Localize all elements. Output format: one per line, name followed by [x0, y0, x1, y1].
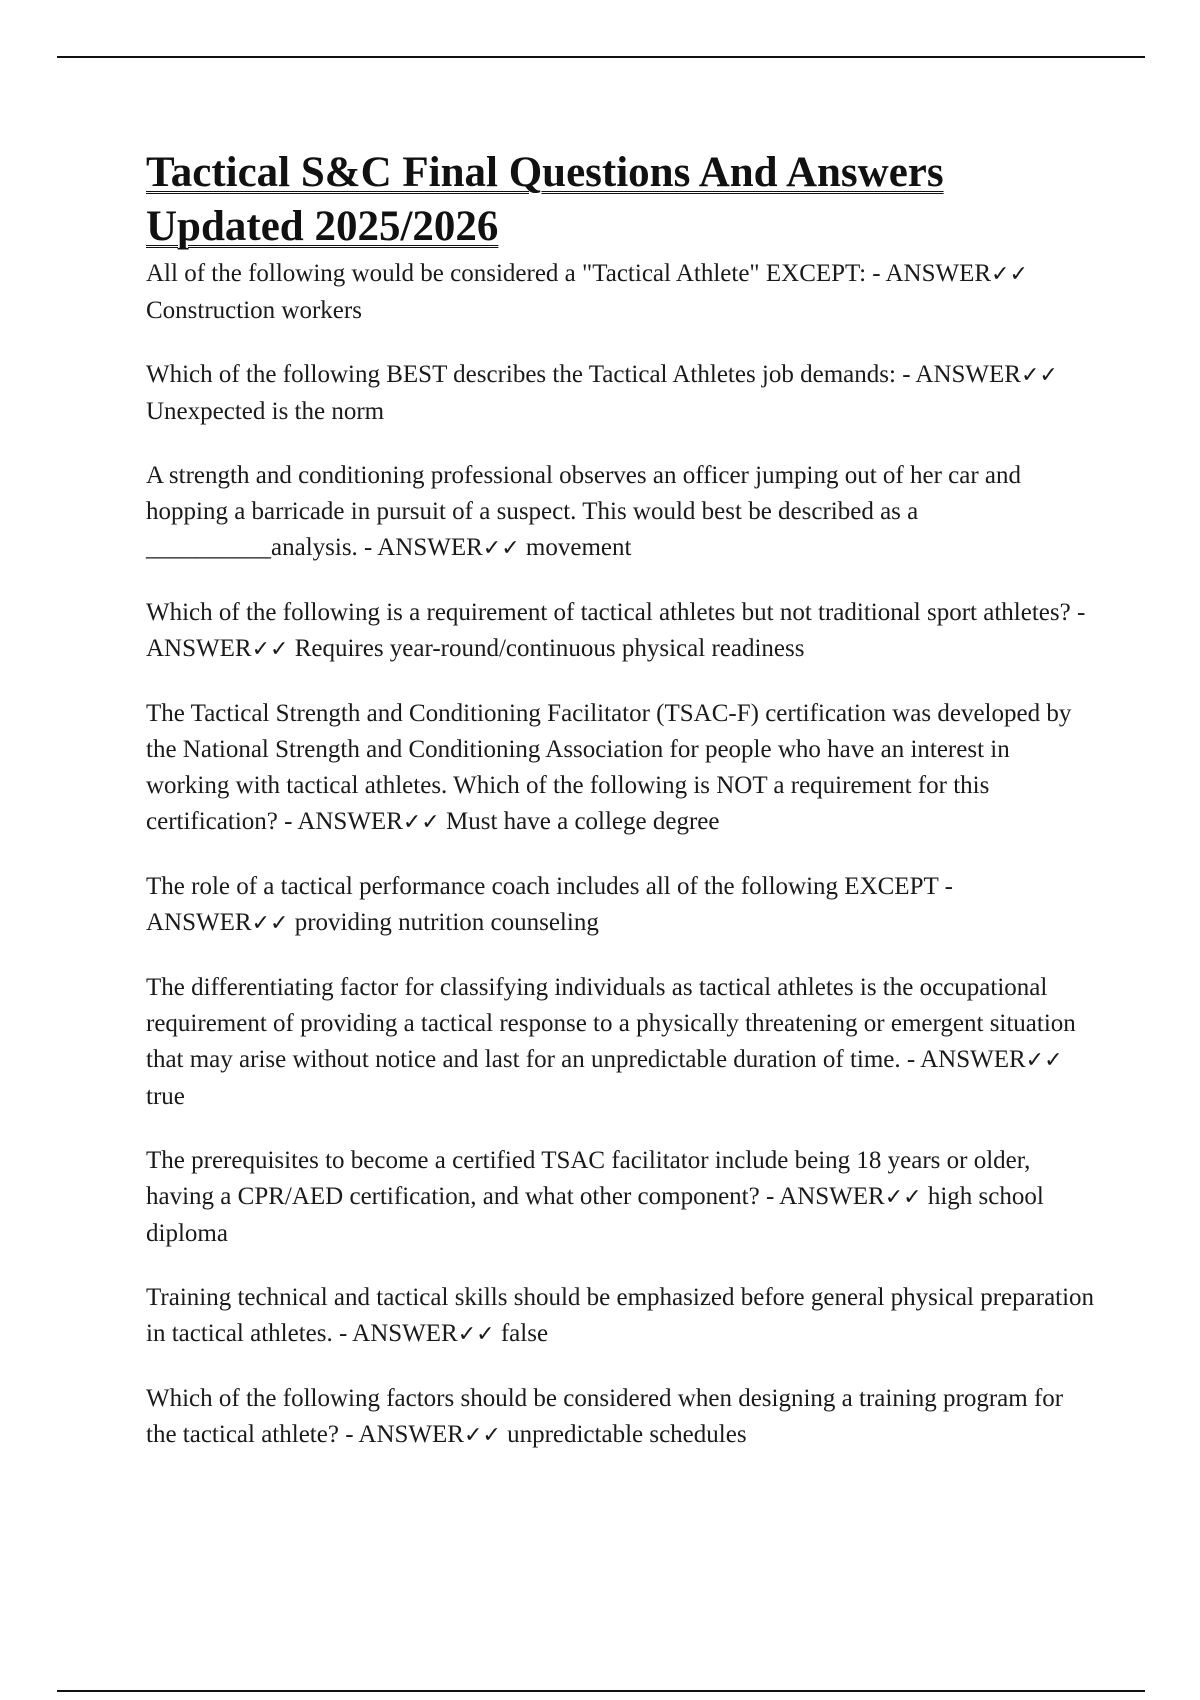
- answer-text: movement: [525, 534, 632, 561]
- qa-item: [146, 357, 1096, 430]
- qa-item: [146, 1143, 1096, 1252]
- question-text: Training technical and tactical skills should be emphasized before general physical preparation in tactical athletes.: [146, 1284, 1095, 1347]
- answer-label: - ANSWER: [146, 599, 1086, 662]
- question-answer-list: [146, 256, 1096, 1454]
- document-body: [146, 146, 1096, 1482]
- question-text: Which of the following factors should be considered when designing a training program for the tactical athlete?: [146, 1385, 1064, 1448]
- qa-item: [146, 1381, 1096, 1454]
- qa-item: [146, 696, 1096, 841]
- question-text: The prerequisites to become a certified TSAC facilitator include being 18 years or older, having a CPR/AED certification, and what other component?: [146, 1147, 1031, 1210]
- double-check-icon: ✓✓: [884, 1185, 922, 1210]
- question-text: The Tactical Strength and Conditioning Facilitator (TSAC-F) certification was developed by the National Strength and Conditioning Association for people who have an interest in working with tactical athletes. Which of the following is NOT a requirement for this certification?: [146, 700, 1072, 835]
- qa-item: [146, 1280, 1096, 1353]
- bottom-horizontal-rule: [57, 1690, 1145, 1692]
- question-text: All of the following would be considered a "Tactical Athlete" EXCEPT:: [146, 260, 867, 287]
- document-title: [146, 146, 1096, 254]
- question-text: The role of a tactical performance coach includes all of the following EXCEPT: [146, 873, 939, 900]
- answer-label: - ANSWER: [906, 1046, 1026, 1073]
- answer-text: false: [500, 1320, 549, 1347]
- question-text: A strength and conditioning professional observes an officer jumping out of her car and hopping a barricade in pursuit of a suspect. This would best be described as a __________analysis.: [146, 462, 1022, 561]
- question-text: The differentiating factor for classifying individuals as tactical athletes is the occupational requirement of providing a tactical response to a physically threatening or emergent situation that may arise without notice and last for an unpredictable duration of time.: [146, 974, 1076, 1073]
- answer-label: - ANSWER: [345, 1421, 464, 1448]
- title-line-1: Tactical S&C Final Questions And Answers: [146, 149, 944, 196]
- answer-text: true: [146, 1083, 185, 1110]
- answer-label: - ANSWER: [364, 534, 483, 561]
- qa-item: [146, 595, 1096, 668]
- double-check-icon: ✓✓: [1025, 1048, 1063, 1073]
- answer-label: - ANSWER: [765, 1183, 885, 1210]
- double-check-icon: ✓✓: [482, 536, 520, 561]
- question-text: Which of the following is a requirement of tactical athletes but not traditional sport athletes?: [146, 599, 1071, 626]
- answer-label: - ANSWER: [902, 361, 1021, 388]
- top-horizontal-rule: [57, 56, 1145, 58]
- answer-text: high school diploma: [146, 1183, 1044, 1247]
- question-text: Which of the following BEST describes the Tactical Athletes job demands:: [146, 361, 896, 388]
- answer-label: - ANSWER: [338, 1320, 458, 1347]
- title-line-2: Updated 2025/2026: [146, 203, 499, 250]
- answer-text: unpredictable schedules: [507, 1421, 747, 1448]
- answer-text: providing nutrition counseling: [294, 909, 599, 936]
- qa-item: [146, 970, 1096, 1115]
- double-check-icon: ✓✓: [991, 262, 1028, 287]
- double-check-icon: ✓✓: [251, 637, 289, 662]
- qa-item: [146, 458, 1096, 567]
- answer-text: Must have a college degree: [446, 808, 720, 835]
- double-check-icon: ✓✓: [251, 911, 289, 936]
- answer-text: Unexpected is the norm: [146, 398, 385, 425]
- double-check-icon: ✓✓: [1020, 363, 1058, 388]
- answer-label: - ANSWER: [146, 873, 953, 936]
- double-check-icon: ✓✓: [457, 1322, 495, 1347]
- answer-text: Construction workers: [146, 297, 362, 324]
- answer-text: Requires year-round/continuous physical readiness: [294, 635, 805, 662]
- double-check-icon: ✓✓: [402, 810, 440, 835]
- double-check-icon: ✓✓: [463, 1423, 501, 1448]
- answer-label: - ANSWER: [872, 260, 992, 287]
- qa-item: [146, 256, 1096, 329]
- qa-item: [146, 869, 1096, 942]
- answer-label: - ANSWER: [284, 808, 403, 835]
